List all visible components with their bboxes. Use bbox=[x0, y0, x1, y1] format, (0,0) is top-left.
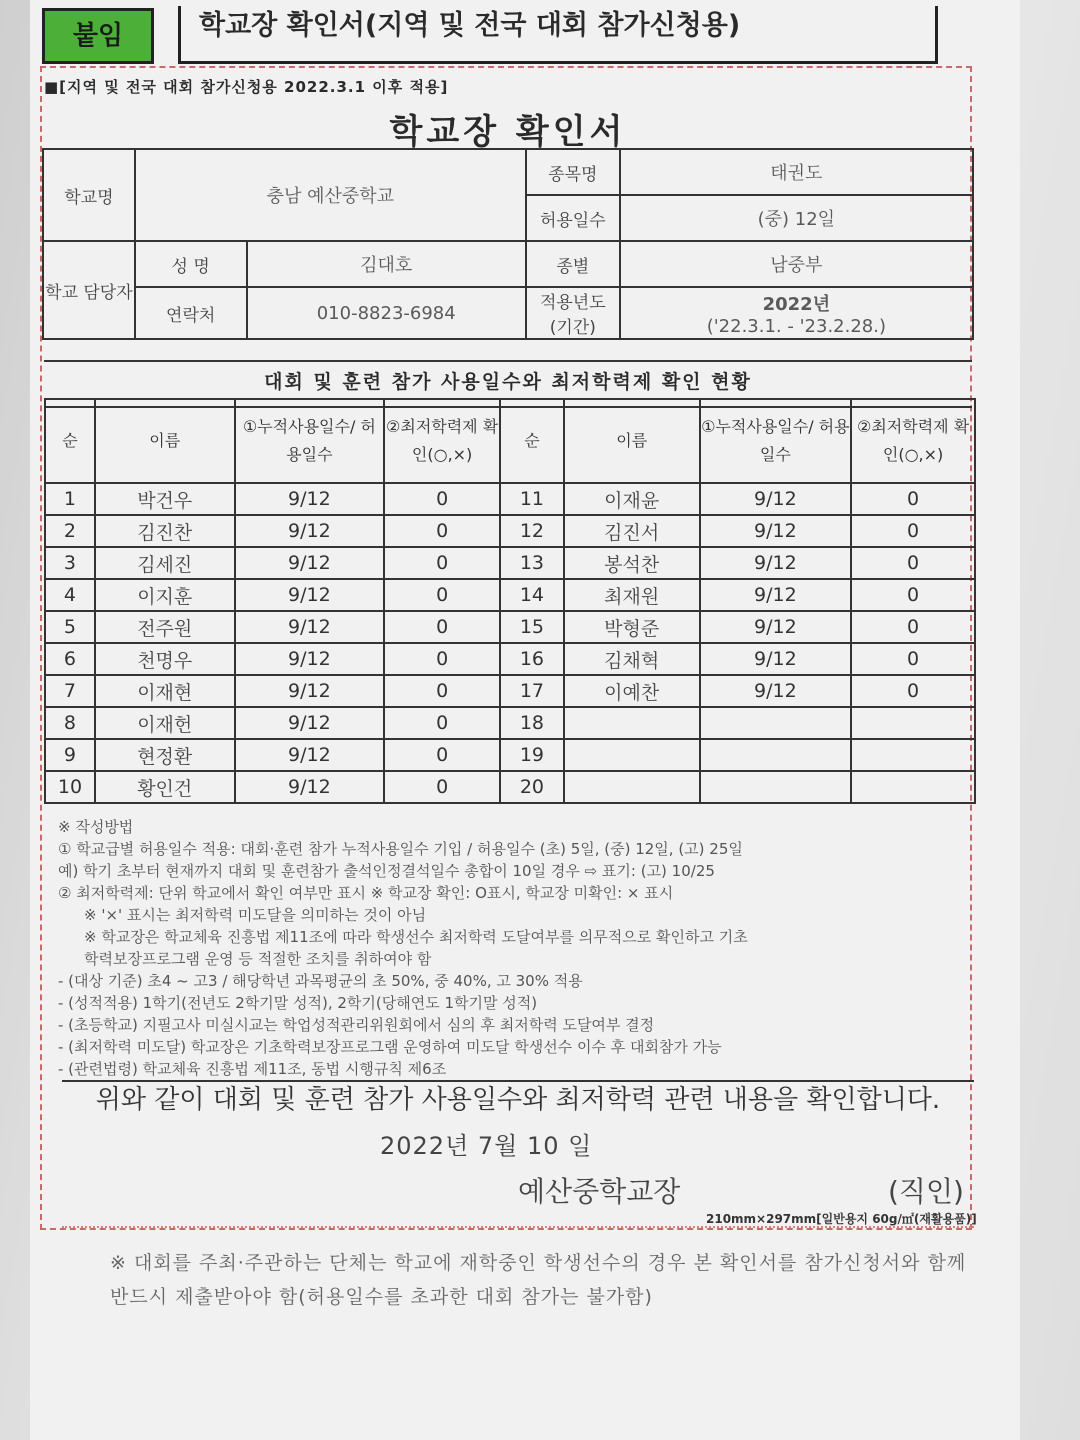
cell-check: 0 bbox=[384, 483, 500, 515]
note-line: ※ 학교장은 학교체육 진흥법 제11조에 따라 학생선수 최저학력 도달여부를 의무적으로 확인하고 기초 bbox=[84, 928, 748, 946]
paper-spec: 210mm×297mm[일반용지 60g/㎡(재활용품)] bbox=[706, 1212, 977, 1226]
dotted-divider bbox=[62, 1226, 974, 1228]
header-no-right: 순 bbox=[500, 399, 564, 483]
cell-days: 9/12 bbox=[700, 611, 852, 643]
cell-name: 최재원 bbox=[564, 579, 700, 611]
note-line: 학력보장프로그램 운영 등 적절한 조치를 취하여야 함 bbox=[84, 950, 432, 968]
cell-days: 9/12 bbox=[235, 675, 385, 707]
cell-name: 김세진 bbox=[95, 547, 235, 579]
cell-days: 9/12 bbox=[235, 707, 385, 739]
roster-table bbox=[44, 398, 976, 804]
header-days-right: ①누적사용일수/ 허용일수 bbox=[700, 399, 852, 483]
cell-no: 12 bbox=[500, 515, 564, 547]
cell-no: 16 bbox=[500, 643, 564, 675]
cell-name: 현정환 bbox=[95, 739, 235, 771]
name-label: 성 명 bbox=[135, 241, 247, 287]
table-row bbox=[45, 483, 975, 515]
cell-days: 9/12 bbox=[700, 579, 852, 611]
cell-days bbox=[700, 707, 852, 739]
official-seal: (직인) bbox=[888, 1175, 964, 1208]
name-value: 김대호 bbox=[247, 241, 526, 287]
cell-no: 17 bbox=[500, 675, 564, 707]
cell-no: 20 bbox=[500, 771, 564, 803]
event-label: 종목명 bbox=[526, 149, 620, 195]
cell-check: 0 bbox=[851, 515, 975, 547]
note-line: ① 학교급별 허용일수 적용: 대회·훈련 참가 누적사용일수 기입 / 허용일수 (초) 5일, (중) 12일, (고) 25일 bbox=[58, 840, 743, 858]
cell-no: 18 bbox=[500, 707, 564, 739]
cell-name: 김진찬 bbox=[95, 515, 235, 547]
note-line: - (관련법령) 학교체육 진흥법 제11조, 동법 시행규칙 제6조 bbox=[58, 1060, 447, 1078]
cell-days: 9/12 bbox=[700, 547, 852, 579]
attachment-badge: 붙임 bbox=[42, 8, 154, 64]
allowed-days-label: 허용일수 bbox=[526, 195, 620, 241]
note-line: - (초등학교) 지필고사 미실시교는 학업성적관리위원회에서 심의 후 최저학력 도달여부 결정 bbox=[58, 1016, 655, 1034]
cell-no: 10 bbox=[45, 771, 95, 803]
table-row bbox=[45, 547, 975, 579]
year-cell bbox=[620, 287, 973, 339]
table-row bbox=[45, 675, 975, 707]
cell-no: 9 bbox=[45, 739, 95, 771]
cell-days: 9/12 bbox=[700, 483, 852, 515]
gender-value: 남중부 bbox=[620, 241, 973, 287]
cell-check: 0 bbox=[384, 579, 500, 611]
confirm-statement: 위와 같이 대회 및 훈련 참가 사용일수와 최저학력 관련 내용을 확인합니다. bbox=[62, 1080, 974, 1120]
cell-check: 0 bbox=[384, 707, 500, 739]
cell-name: 김채혁 bbox=[564, 643, 700, 675]
contact-value: 010-8823-6984 bbox=[247, 287, 526, 339]
cell-name: 이재윤 bbox=[564, 483, 700, 515]
gender-label: 종별 bbox=[526, 241, 620, 287]
cell-days: 9/12 bbox=[700, 675, 852, 707]
header-no-left: 순 bbox=[45, 399, 95, 483]
school-value: 충남 예산중학교 bbox=[135, 149, 526, 241]
event-value: 태권도 bbox=[620, 149, 973, 195]
cell-check: 0 bbox=[851, 483, 975, 515]
cell-days: 9/12 bbox=[235, 643, 385, 675]
cell-no: 14 bbox=[500, 579, 564, 611]
cell-days bbox=[700, 739, 852, 771]
note-line: ② 최저학력제: 단위 학교에서 확인 여부만 표시 ※ 학교장 확인: O표시, 학교장 미확인: × 표시 bbox=[58, 884, 674, 902]
note-line: - (대상 기준) 초4 ~ 고3 / 해당학년 과목평균의 초 50%, 중 40%, 고 30% 적용 bbox=[58, 972, 583, 990]
form-note: ■[지역 및 전국 대회 참가신청용 2022.3.1 이후 적용] bbox=[44, 78, 449, 96]
cell-days: 9/12 bbox=[700, 515, 852, 547]
note-line: - (최저학력 미도달) 학교장은 기초학력보장프로그램 운영하여 미도달 학생선수 이수 후 대회참가 가능 bbox=[58, 1038, 722, 1056]
cell-name: 전주원 bbox=[95, 611, 235, 643]
cell-name: 이재현 bbox=[95, 675, 235, 707]
table-row bbox=[45, 515, 975, 547]
cell-days bbox=[700, 771, 852, 803]
note-line: ※ '×' 표시는 최저학력 미도달을 의미하는 것이 아님 bbox=[84, 906, 427, 924]
school-label: 학교명 bbox=[43, 149, 135, 241]
cell-days: 9/12 bbox=[700, 643, 852, 675]
year-label: 적용년도 (기간) bbox=[526, 287, 620, 339]
cell-no: 8 bbox=[45, 707, 95, 739]
cell-name: 박건우 bbox=[95, 483, 235, 515]
table-row bbox=[45, 643, 975, 675]
cell-no: 1 bbox=[45, 483, 95, 515]
cell-check: 0 bbox=[384, 771, 500, 803]
cell-check: 0 bbox=[384, 739, 500, 771]
year-value: 2022년 bbox=[762, 293, 831, 315]
header-days-left: ①누적사용일수/ 허용일수 bbox=[235, 399, 385, 483]
cell-name: 김진서 bbox=[564, 515, 700, 547]
cell-check: 0 bbox=[851, 611, 975, 643]
writing-notes bbox=[58, 816, 974, 1080]
cell-check bbox=[851, 739, 975, 771]
cell-check: 0 bbox=[851, 643, 975, 675]
cell-check: 0 bbox=[851, 675, 975, 707]
cell-check: 0 bbox=[851, 547, 975, 579]
cell-check: 0 bbox=[384, 675, 500, 707]
cell-check: 0 bbox=[384, 643, 500, 675]
header-name-right: 이름 bbox=[564, 399, 700, 483]
table-row bbox=[45, 707, 975, 739]
cell-check: 0 bbox=[384, 515, 500, 547]
cell-no: 19 bbox=[500, 739, 564, 771]
cell-days: 9/12 bbox=[235, 547, 385, 579]
cell-name: 이재헌 bbox=[95, 707, 235, 739]
table-row bbox=[45, 611, 975, 643]
cell-days: 9/12 bbox=[235, 515, 385, 547]
note-line: ※ 작성방법 bbox=[58, 818, 134, 836]
table-row bbox=[45, 771, 975, 803]
staff-label: 학교 담당자 bbox=[43, 241, 135, 339]
school-info-table bbox=[42, 148, 974, 340]
header-check-right: ②최저학력제 확인(○,×) bbox=[851, 399, 975, 483]
cell-no: 2 bbox=[45, 515, 95, 547]
cell-check: 0 bbox=[384, 547, 500, 579]
header-title: 학교장 확인서(지역 및 전국 대회 참가신청용) bbox=[178, 6, 938, 64]
cell-name: 이지훈 bbox=[95, 579, 235, 611]
cell-name bbox=[564, 707, 700, 739]
footnote: ※ 대회를 주최·주관하는 단체는 학교에 재학중인 학생선수의 경우 본 확인서를 참가신청서와 함께 반드시 제출받아야 함(허용일수를 초과한 대회 참가는 불가함) bbox=[110, 1252, 967, 1308]
cell-days: 9/12 bbox=[235, 483, 385, 515]
cell-no: 4 bbox=[45, 579, 95, 611]
cell-name bbox=[564, 771, 700, 803]
table-row bbox=[45, 739, 975, 771]
cell-name: 황인건 bbox=[95, 771, 235, 803]
cell-no: 7 bbox=[45, 675, 95, 707]
cell-check: 0 bbox=[851, 579, 975, 611]
cell-check bbox=[851, 771, 975, 803]
cell-no: 15 bbox=[500, 611, 564, 643]
cell-days: 9/12 bbox=[235, 579, 385, 611]
cell-check bbox=[851, 707, 975, 739]
note-line: 예) 학기 초부터 현재까지 대회 및 훈련참가 출석인정결석일수 총합이 10일 경우 ⇨ 표기: (고) 10/25 bbox=[58, 862, 715, 880]
cell-name: 봉석찬 bbox=[564, 547, 700, 579]
cell-days: 9/12 bbox=[235, 739, 385, 771]
form-title: 학교장 확인서 bbox=[389, 112, 627, 152]
cell-days: 9/12 bbox=[235, 611, 385, 643]
status-title: 대회 및 훈련 참가 사용일수와 최저학력제 확인 현황 bbox=[44, 360, 972, 408]
cell-no: 13 bbox=[500, 547, 564, 579]
cell-name: 박형준 bbox=[564, 611, 700, 643]
header-name-left: 이름 bbox=[95, 399, 235, 483]
note-line: - (성적적용) 1학기(전년도 2학기말 성적), 2학기(당해연도 1학기말 성적) bbox=[58, 994, 538, 1012]
period-value: ('22.3.1. - '23.2.28.) bbox=[706, 315, 886, 337]
cell-no: 3 bbox=[45, 547, 95, 579]
header-check-left: ②최저학력제 확인(○,×) bbox=[384, 399, 500, 483]
allowed-days-value: (중) 12일 bbox=[620, 195, 973, 241]
signature-date: 2022년 7월 10 일 bbox=[380, 1132, 593, 1160]
roster-body bbox=[45, 483, 975, 803]
cell-no: 5 bbox=[45, 611, 95, 643]
contact-label: 연락처 bbox=[135, 287, 247, 339]
cell-check: 0 bbox=[384, 611, 500, 643]
cell-no: 11 bbox=[500, 483, 564, 515]
table-row bbox=[45, 579, 975, 611]
cell-name: 이예찬 bbox=[564, 675, 700, 707]
cell-no: 6 bbox=[45, 643, 95, 675]
cell-name bbox=[564, 739, 700, 771]
document-header bbox=[42, 6, 942, 64]
cell-name: 천명우 bbox=[95, 643, 235, 675]
principal-name: 예산중학교장 bbox=[518, 1175, 681, 1208]
cell-days: 9/12 bbox=[235, 771, 385, 803]
